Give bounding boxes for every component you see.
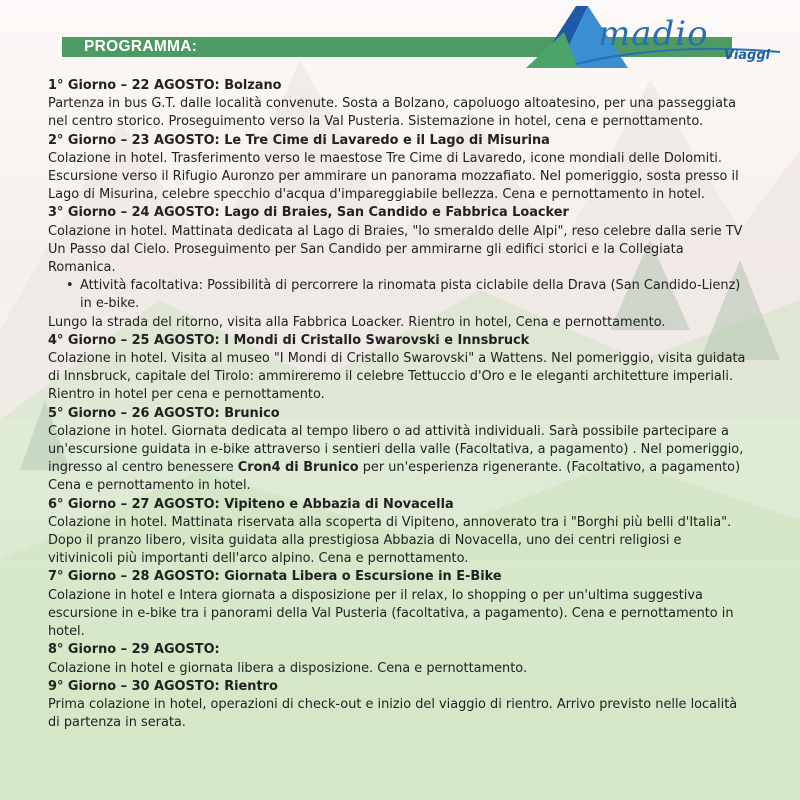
day-8 bbox=[48, 641, 748, 677]
day-4 bbox=[48, 332, 748, 405]
optional-activity-item: • Attività facoltativa: Possibilità di percorrere la rinomata pista ciclabile della Drava (San Candido-Lienz) in e-bike. bbox=[72, 277, 748, 313]
brand-logo bbox=[518, 2, 788, 74]
day-5 bbox=[48, 405, 748, 496]
day-6 bbox=[48, 496, 748, 569]
day-description: Colazione in hotel e Intera giornata a disposizione per il relax, lo shopping o per un'ultima suggestiva escursione in e-bike tra i panorami della Val Pusteria (facoltativa, a pagamento). Cena e pernottamento in hotel. bbox=[48, 587, 734, 640]
day-description: Prima colazione in hotel, operazioni di check-out e inizio del viaggio di rientro. Arrivo previsto nelle località di partenza in serata. bbox=[48, 696, 738, 731]
day-title: 9° Giorno – 30 AGOSTO: Rientro bbox=[48, 678, 278, 694]
section-title: PROGRAMMA: bbox=[84, 38, 198, 55]
day-9 bbox=[48, 678, 748, 733]
logo-brand-text: madio bbox=[598, 14, 709, 54]
day-title: 2° Giorno – 23 AGOSTO: Le Tre Cime di Lavaredo e il Lago di Misurina bbox=[48, 132, 550, 148]
day-description: Colazione in hotel. Trasferimento verso le maestose Tre Cime di Lavaredo, icone mondiali delle Dolomiti. Escursione verso il Rifugio Auronzo per ammirare un panorama mozzafiato. Nel pomeriggio, sosta presso il Lago di Misurina, celebre specchio d'acqua d'impareggiabile bellezza. Cena e pernottamento in hotel. bbox=[48, 150, 739, 203]
spa-name: Cron4 di Brunico bbox=[237, 460, 359, 476]
optional-activities-list bbox=[48, 277, 748, 313]
day-title: 6° Giorno – 27 AGOSTO: Vipiteno e Abbazia di Novacella bbox=[48, 496, 454, 512]
day-description: Colazione in hotel. Mattinata dedicata al Lago di Braies, "lo smeraldo delle Alpi", reso celebre dalla serie TV Un Passo dal Cielo. Proseguimento per San Candido per ammirarne gli edifici storici e la Collegiata Romanica. bbox=[48, 223, 743, 276]
day-description bbox=[48, 423, 748, 496]
day-description: Colazione in hotel. Visita al museo "I Mondi di Cristallo Swarovski" a Wattens. Nel pomeriggio, visita guidata di Innsbruck, capitale del Tirolo: ammireremo il celebre Tettuccio d'Oro e le eleganti architetture imperiali. Rientro in hotel per cena e pernottamento. bbox=[48, 351, 746, 403]
day-description: Colazione in hotel. Mattinata riservata alla scoperta di Vipiteno, annoverato tra i "Borghi più belli d'Italia". Dopo il pranzo libero, visita guidata alla prestigiosa Abbazia di Novacella, uno dei centri religiosi e vitivinicoli più importanti dell'arco alpino. Cena e pernottamento. bbox=[48, 514, 732, 567]
day-3 bbox=[48, 204, 748, 331]
logo-sub-text: Viaggi bbox=[724, 48, 771, 63]
day-description-part: Colazione in hotel. Giornata dedicata al tempo libero o ad attività individuali. Sarà possibile partecipare a un'escursione guidata in e-bike attraverso i sentieri della valle (Facoltativa, a pagamento) . Nel pomeriggio, ingresso al centro benessere bbox=[48, 423, 744, 476]
day-7 bbox=[48, 568, 748, 641]
day-title: 5° Giorno – 26 AGOSTO: Brunico bbox=[48, 405, 280, 421]
day-description: Colazione in hotel e giornata libera a disposizione. Cena e pernottamento. bbox=[48, 660, 528, 676]
day-description-part: per un'esperienza rigenerante. (Facoltativo, a pagamento) Cena e pernottamento in hotel. bbox=[48, 460, 741, 494]
day-1 bbox=[48, 77, 748, 132]
day-description: Partenza in bus G.T. dalle località convenute. Sosta a Bolzano, capoluogo altoatesino, per una passeggiata nel centro storico. Proseguimento verso la Val Pusteria. Sistemazione in hotel, cena e pernottamento. bbox=[48, 96, 736, 130]
day-description-continued: Lungo la strada del ritorno, visita alla Fabbrica Loacker. Rientro in hotel, Cena e pernottamento. bbox=[48, 314, 666, 330]
day-title: 4° Giorno – 25 AGOSTO: I Mondi di Cristallo Swarovski e Innsbruck bbox=[48, 332, 530, 348]
day-title: 3° Giorno – 24 AGOSTO: Lago di Braies, San Candido e Fabbrica Loacker bbox=[48, 205, 569, 221]
day-2 bbox=[48, 132, 748, 205]
day-title: 8° Giorno – 29 AGOSTO: bbox=[48, 642, 220, 658]
day-title: 1° Giorno – 22 AGOSTO: Bolzano bbox=[48, 78, 282, 93]
day-title: 7° Giorno – 28 AGOSTO: Giornata Libera o Escursione in E-Bike bbox=[48, 569, 502, 585]
itinerary-content bbox=[48, 77, 748, 732]
